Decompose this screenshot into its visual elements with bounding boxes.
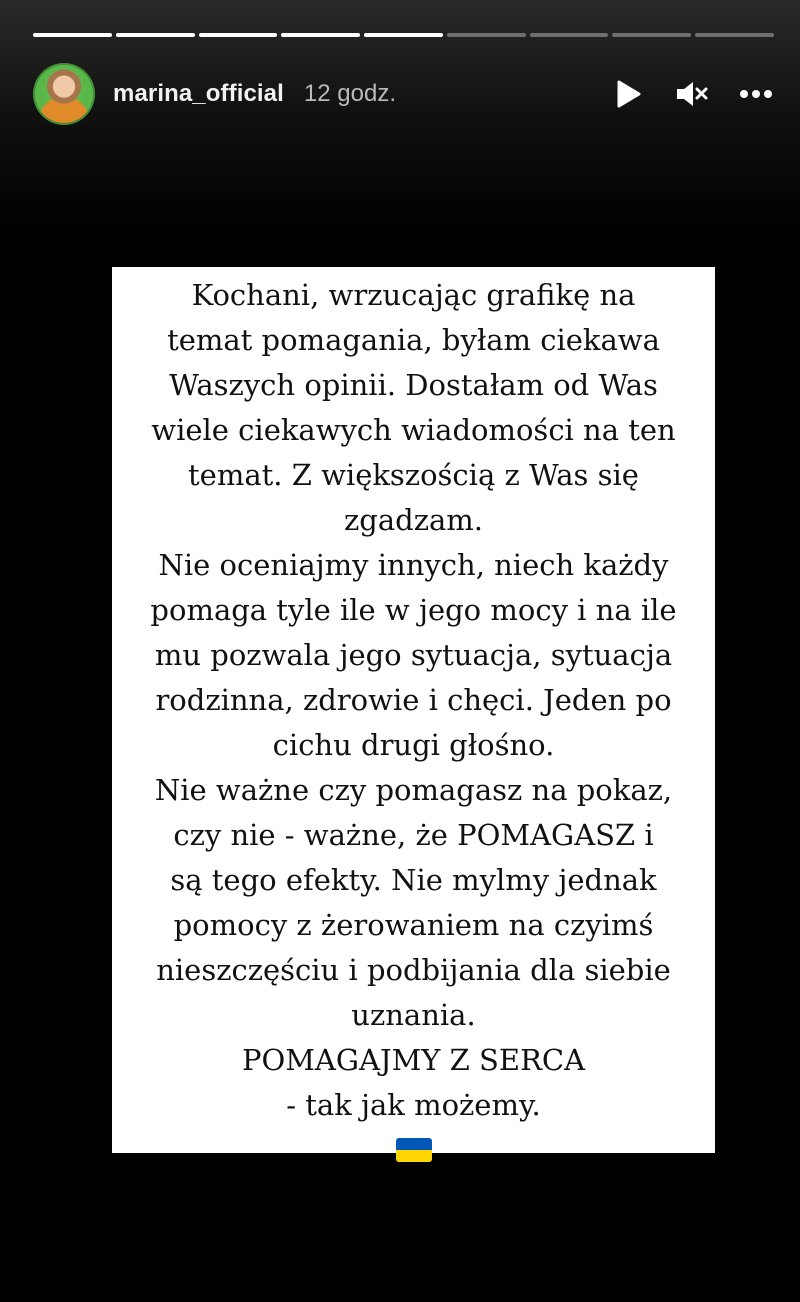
story-header xyxy=(33,62,774,126)
progress-segment xyxy=(447,33,526,37)
text-line: temat. Z większością z Was się xyxy=(188,458,639,492)
username[interactable]: marina_official xyxy=(113,80,284,107)
ukraine-flag-icon xyxy=(396,1138,432,1162)
text-line: Waszych opinii. Dostałam od Was xyxy=(169,368,658,402)
post-time: 12 godz. xyxy=(303,80,396,107)
play-icon xyxy=(614,79,642,109)
progress-segment xyxy=(364,33,443,37)
more-options-button[interactable] xyxy=(738,76,774,112)
story-text-card xyxy=(112,267,715,1153)
story-controls xyxy=(610,76,774,112)
text-line: Kochani, wrzucając grafikę na xyxy=(191,278,636,312)
progress-segment xyxy=(695,33,774,37)
play-button[interactable] xyxy=(610,76,646,112)
story-progress-bar xyxy=(33,33,774,38)
text-line: mu pozwala jego sytuacja, sytuacja xyxy=(154,638,673,672)
progress-segment xyxy=(33,33,112,37)
progress-segment xyxy=(281,33,360,37)
text-line: są tego efekty. Nie mylmy jednak xyxy=(170,863,657,897)
text-line: wiele ciekawych wiadomości na ten xyxy=(151,413,676,447)
profile-avatar[interactable] xyxy=(33,63,95,125)
text-line: zgadzam. xyxy=(344,503,483,537)
text-line: czy nie - ważne, że POMAGASZ i xyxy=(173,818,654,852)
text-line: rodzinna, zdrowie i chęci. Jeden po xyxy=(155,683,672,717)
text-line: Nie ważne czy pomagasz na pokaz, xyxy=(154,773,673,807)
text-line: cichu drugi głośno. xyxy=(272,728,555,762)
text-line: - tak jak możemy. xyxy=(286,1088,541,1122)
progress-segment xyxy=(612,33,691,37)
mute-button[interactable] xyxy=(674,76,710,112)
text-line: Nie oceniajmy innych, niech każdy xyxy=(158,548,669,582)
text-line: uznania. xyxy=(351,998,476,1032)
progress-segment xyxy=(530,33,609,37)
muted-speaker-icon xyxy=(675,79,709,109)
more-options-icon xyxy=(739,89,773,99)
progress-segment xyxy=(116,33,195,37)
progress-segment xyxy=(199,33,278,37)
text-line: POMAGAJMY Z SERCA xyxy=(241,1043,586,1077)
text-line: pomocy z żerowaniem na czyimś xyxy=(173,908,654,942)
text-line: temat pomagania, byłam ciekawa xyxy=(167,323,660,357)
text-line: nieszczęściu i podbijania dla siebie xyxy=(156,953,671,987)
text-line: pomaga tyle ile w jego mocy i na ile xyxy=(150,593,677,627)
